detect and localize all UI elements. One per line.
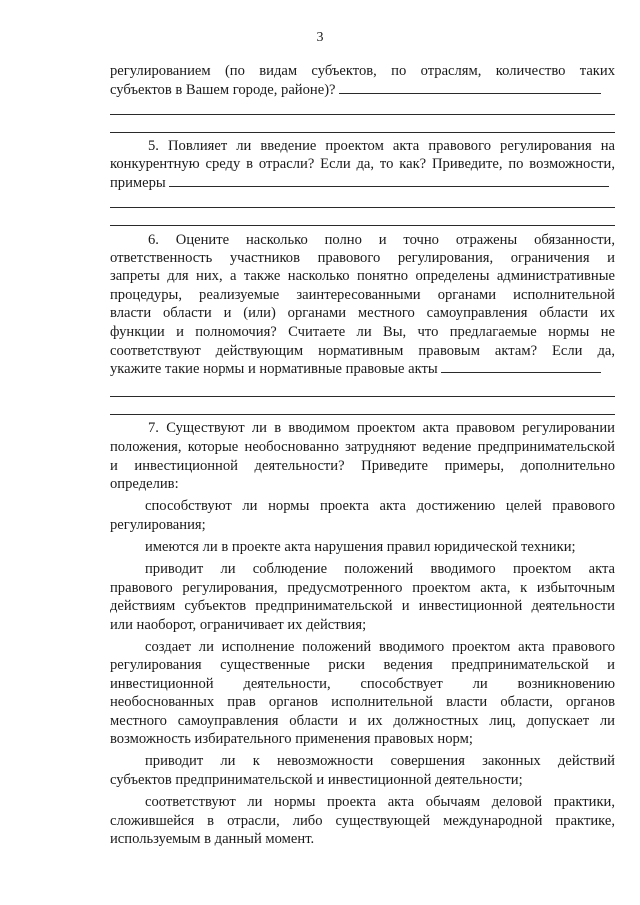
text-line: регулирования;	[110, 517, 206, 533]
text-line: субъектов предпринимательской и инвестиционной деятельности;	[110, 772, 523, 788]
question-5-first-line: 5. Повлияет ли введение проектом акта правового регулирования на	[148, 138, 615, 154]
text-line: соответствуют действующим нормативным правовым актам? Если да,	[110, 343, 615, 359]
text-line: или наоборот, ограничивает их действия;	[110, 617, 367, 633]
text-line: возможность избирательного применения правовых норм;	[110, 731, 473, 747]
text-line	[110, 360, 615, 378]
text-line-label: примеры	[110, 175, 166, 191]
text-line: регулирования существенные риски ведения предпринимательской и	[110, 657, 615, 673]
text-line: местного самоуправления области и их должностных лиц, допускает ли	[110, 713, 615, 729]
sub-item-first-line: приводит ли соблюдение положений вводимого проектом акта	[145, 561, 615, 577]
answer-blank-line	[110, 396, 615, 397]
text-line	[110, 174, 615, 192]
text-line: определив:	[110, 476, 179, 492]
text-line: правового регулирования, предусмотренного проектом акта, к избыточным	[110, 580, 615, 596]
text-line-label: субъектов в Вашем городе, районе)?	[110, 82, 336, 98]
sub-item-first-line: имеются ли в проекте акта нарушения правил юридической техники;	[145, 539, 576, 555]
page-number: 3	[316, 30, 324, 45]
text-line: действиям субъектов предпринимательской и инвестиционной деятельности	[110, 598, 615, 614]
text-line: функции и полномочия? Считаете ли Вы, что предлагаемые нормы не	[110, 324, 615, 340]
text-line: ответственность участников правового регулирования, ограничения и	[110, 250, 615, 266]
question-6-first-line: 6. Оцените насколько полно и точно отражены обязанности,	[148, 232, 615, 248]
sub-item-first-line: приводит ли к невозможности совершения законных действий	[145, 753, 615, 769]
text-line: власти области и (или) органами местного самоуправления области их	[110, 305, 615, 321]
text-line: регулированием (по видам субъектов, по отраслям, количество таких	[110, 63, 615, 79]
text-line: и инвестиционной деятельности? Приведите примеры, дополнительно	[110, 458, 615, 474]
text-line: положения, которые необоснованно затрудняют ведение предпринимательской	[110, 439, 615, 455]
text-line: конкурентную среду в отрасли? Если да, то как? Приведите, по возможности,	[110, 156, 615, 172]
sub-item-first-line: соответствуют ли нормы проекта акта обычаям деловой практики,	[145, 794, 615, 810]
answer-blank-line	[110, 114, 615, 115]
answer-blank-inline	[339, 92, 601, 94]
text-line: сложившейся в отрасли, либо существующей международной практике,	[110, 813, 615, 829]
text-line: инвестиционной деятельности, способствует ли возникновению	[110, 676, 615, 692]
text-line: запреты для них, а также насколько понятно определены административные	[110, 268, 615, 284]
answer-blank-line	[110, 132, 615, 133]
text-line: используемым в данный момент.	[110, 831, 315, 847]
text-line-label: укажите такие нормы и нормативные правовые акты	[110, 361, 438, 377]
answer-blank-inline	[441, 371, 601, 373]
sub-item-first-line: способствуют ли нормы проекта акта достижению целей правового	[145, 498, 615, 514]
answer-blank-line	[110, 414, 615, 415]
answer-blank-line	[110, 225, 615, 226]
question-7-first-line: 7. Существуют ли в вводимом проектом акта правовом регулировании	[148, 420, 615, 436]
text-line	[110, 81, 615, 99]
answer-blank-line	[110, 207, 615, 208]
text-line: процедуры, реализуемые заинтересованными органами исполнительной	[110, 287, 615, 303]
answer-blank-inline	[169, 185, 609, 187]
text-line: необоснованных прав органов исполнительной власти области, органов	[110, 694, 615, 710]
sub-item-first-line: создает ли исполнение положений вводимого проектом акта правового	[145, 639, 615, 655]
